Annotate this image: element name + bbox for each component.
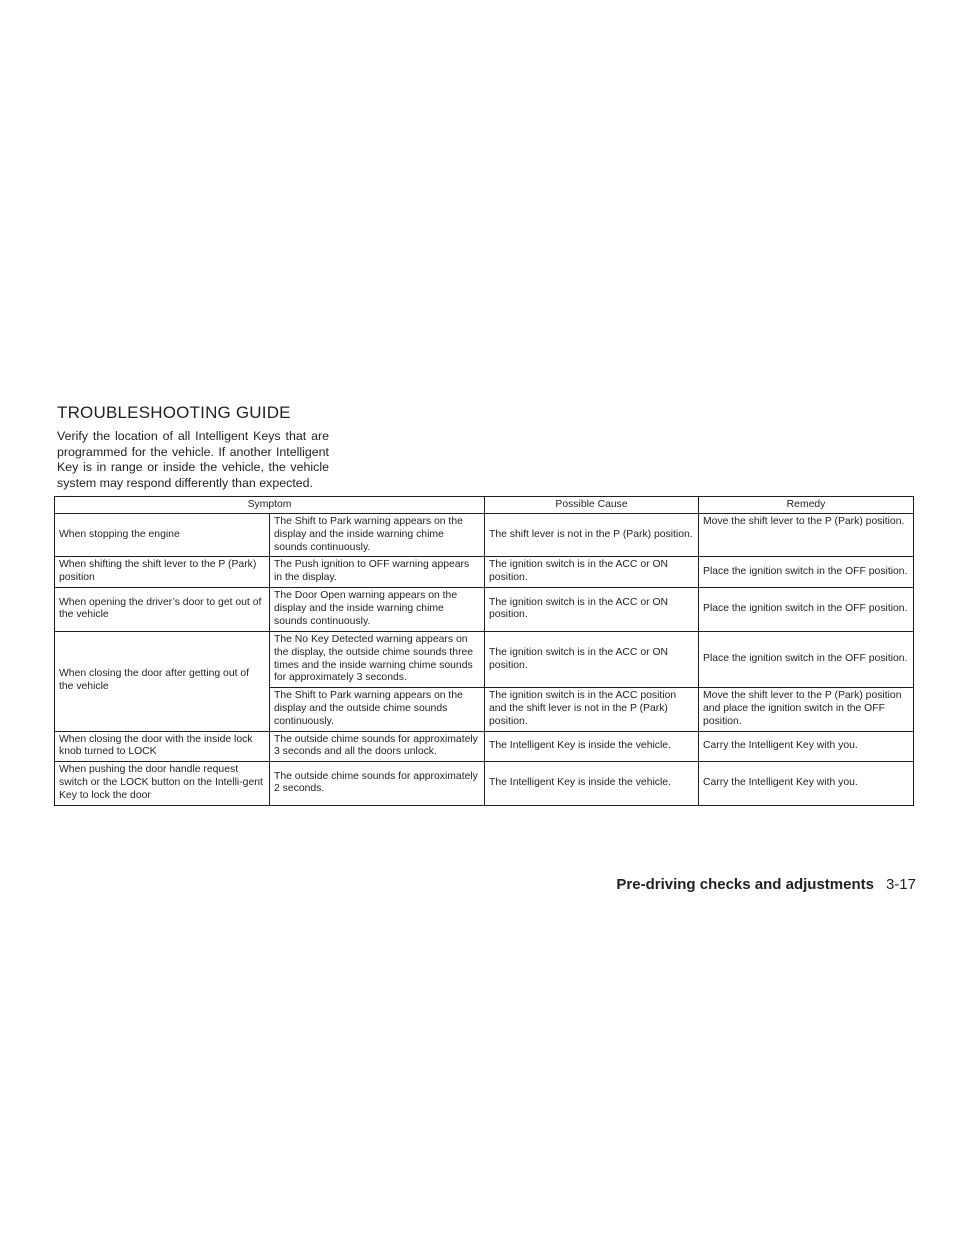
display-cell: The outside chime sounds for approximately 3 seconds and all the doors unlock.: [270, 731, 485, 762]
remedy-cell: Carry the Intelligent Key with you.: [699, 762, 914, 805]
symptom-cell: When closing the door after getting out of the vehicle: [55, 631, 270, 731]
intro-paragraph: Verify the location of all Intelligent Keys that are programmed for the vehicle. If another Intelligent Key is in range or inside the vehicle, the vehicle system may respond differently than expected.: [57, 429, 329, 490]
header-remedy: Remedy: [699, 497, 914, 514]
display-cell: The Push ignition to OFF warning appears in the display.: [270, 557, 485, 588]
remedy-cell: Place the ignition switch in the OFF position.: [699, 557, 914, 588]
page-footer: [616, 876, 916, 893]
cause-cell: The ignition switch is in the ACC or ON position.: [485, 631, 699, 687]
remedy-cell: Move the shift lever to the P (Park) position and place the ignition switch in the OFF position.: [699, 688, 914, 731]
symptom-cell: When shifting the shift lever to the P (Park) position: [55, 557, 270, 588]
symptom-cell: When closing the door with the inside lock knob turned to LOCK: [55, 731, 270, 762]
table-row: [55, 731, 914, 762]
display-cell: The Shift to Park warning appears on the display and the outside chime sounds continuously.: [270, 688, 485, 731]
cause-cell: The shift lever is not in the P (Park) position.: [485, 514, 699, 557]
section-title: TROUBLESHOOTING GUIDE: [57, 403, 291, 422]
cause-cell: The ignition switch is in the ACC or ON position.: [485, 557, 699, 588]
header-symptom: Symptom: [55, 497, 485, 514]
table-row: [55, 762, 914, 805]
cause-cell: The ignition switch is in the ACC position and the shift lever is not in the P (Park) position.: [485, 688, 699, 731]
cause-cell: The Intelligent Key is inside the vehicle.: [485, 762, 699, 805]
header-possible-cause: Possible Cause: [485, 497, 699, 514]
cause-cell: The Intelligent Key is inside the vehicle.: [485, 731, 699, 762]
table-row: [55, 557, 914, 588]
cause-cell: The ignition switch is in the ACC or ON position.: [485, 587, 699, 631]
remedy-cell: Place the ignition switch in the OFF position.: [699, 631, 914, 687]
display-cell: The No Key Detected warning appears on the display, the outside chime sounds three times and the inside warning chime sounds for approximately 3 seconds.: [270, 631, 485, 687]
remedy-cell: Place the ignition switch in the OFF position.: [699, 587, 914, 631]
page-number: 3-17: [885, 876, 916, 893]
table-row: [55, 587, 914, 631]
table-row: [55, 514, 914, 557]
display-cell: The Shift to Park warning appears on the display and the inside warning chime sounds continuously.: [270, 514, 485, 557]
remedy-cell: Carry the Intelligent Key with you.: [699, 731, 914, 762]
table-row: [55, 631, 914, 687]
remedy-cell: Move the shift lever to the P (Park) position.: [699, 514, 914, 557]
footer-section-name: Pre-driving checks and adjustments: [616, 876, 874, 893]
symptom-cell: When opening the driver’s door to get out of the vehicle: [55, 587, 270, 631]
troubleshooting-table: [54, 496, 914, 806]
table-header-row: [55, 497, 914, 514]
display-cell: The Door Open warning appears on the display and the inside warning chime sounds continuously.: [270, 587, 485, 631]
display-cell: The outside chime sounds for approximately 2 seconds.: [270, 762, 485, 805]
symptom-cell: When stopping the engine: [55, 514, 270, 557]
symptom-cell: When pushing the door handle request switch or the LOCK button on the Intelli-gent Key to lock the door: [55, 762, 270, 805]
